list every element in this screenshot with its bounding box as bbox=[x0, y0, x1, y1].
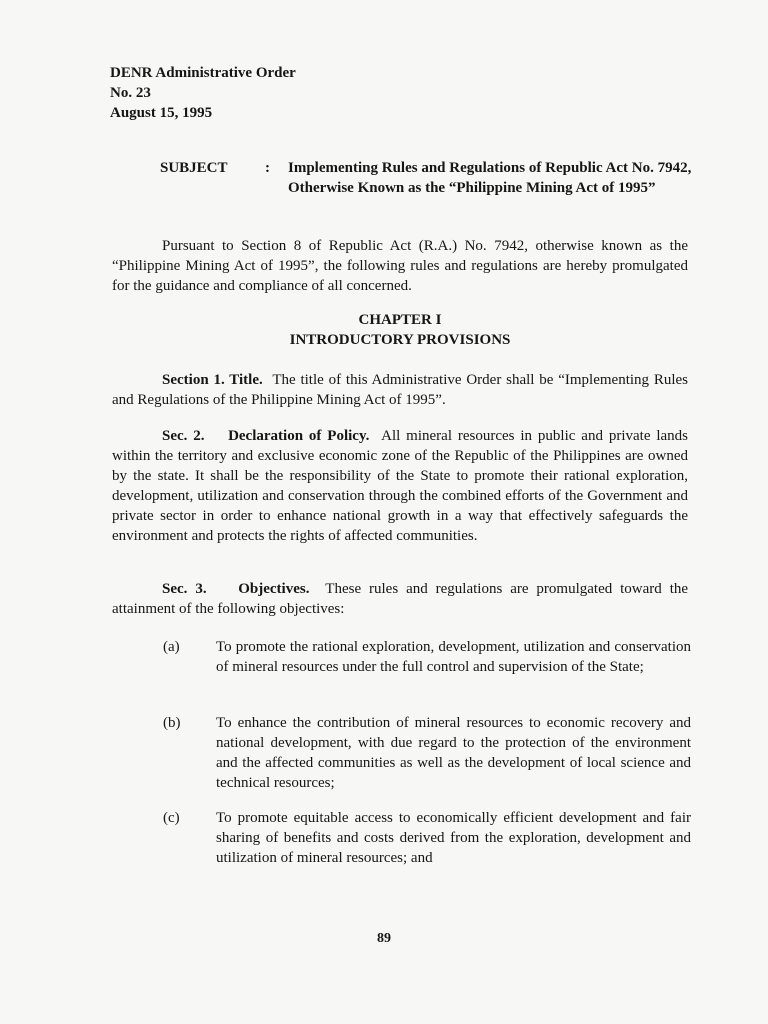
section-3-text: These rules and regulations are promulgated toward the attainment of the following objectives: bbox=[112, 581, 689, 617]
section-3-heading: Objectives. bbox=[238, 581, 310, 597]
page-number: 89 bbox=[377, 931, 391, 946]
order-date: August 15, 1995 bbox=[110, 105, 213, 121]
section-2-text: All mineral resources in public and private lands within the territory and exclusive economic zone of the Republic of the Philippines are owned by the state. It shall be the responsibility of the State to promote their rational exploration, development, utilization and conservation through the combined efforts of the Government and private sector in order to enhance national growth in a way that effectively safeguards the environment and protects the rights of affected communities. bbox=[112, 428, 689, 544]
chapter-number: CHAPTER I bbox=[358, 312, 442, 328]
objective-text-a: To promote the rational exploration, development, utilization and conservation of mineral resources under the full control and supervision of the State; bbox=[216, 639, 691, 675]
objective-text-b: To enhance the contribution of mineral resources to economic recovery and national development, with due regard to the protection of the environment and the affected communities as well as the development of local science and technical resources; bbox=[216, 715, 691, 791]
section-2-number: Sec. 2. bbox=[162, 428, 205, 444]
section-3-number: Sec. 3. bbox=[162, 581, 207, 597]
section-3-paragraph bbox=[112, 579, 688, 619]
chapter-title: INTRODUCTORY PROVISIONS bbox=[289, 332, 511, 348]
order-title: DENR Administrative Order bbox=[110, 65, 296, 81]
objective-label-a: (a) bbox=[163, 639, 180, 655]
subject-text: Implementing Rules and Regulations of Republic Act No. 7942, Otherwise Known as the “Philippine Mining Act of 1995” bbox=[288, 160, 692, 196]
subject-colon: : bbox=[265, 160, 270, 176]
subject-label: SUBJECT bbox=[160, 160, 228, 176]
objective-text-c: To promote equitable access to economically efficient development and fair sharing of benefits and costs derived from the exploration, development and utilization of mineral resources; and bbox=[216, 810, 691, 866]
section-1-text: The title of this Administrative Order shall be “Implementing Rules and Regulations of the Philippine Mining Act of 1995”. bbox=[112, 372, 688, 408]
section-2-paragraph bbox=[112, 426, 688, 546]
preamble-paragraph: Pursuant to Section 8 of Republic Act (R.A.) No. 7942, otherwise known as the “Philippine Mining Act of 1995”, the following rules and regulations are hereby promulgated for the guidance and compliance of all concerned. bbox=[112, 238, 688, 294]
section-1-paragraph bbox=[112, 370, 688, 410]
order-header bbox=[110, 63, 296, 123]
objective-label-b: (b) bbox=[163, 715, 181, 731]
order-number: No. 23 bbox=[110, 85, 151, 101]
section-1-heading: Section 1. Title. bbox=[162, 372, 263, 388]
objective-label-c: (c) bbox=[163, 810, 180, 826]
section-2-heading: Declaration of Policy. bbox=[228, 428, 370, 444]
